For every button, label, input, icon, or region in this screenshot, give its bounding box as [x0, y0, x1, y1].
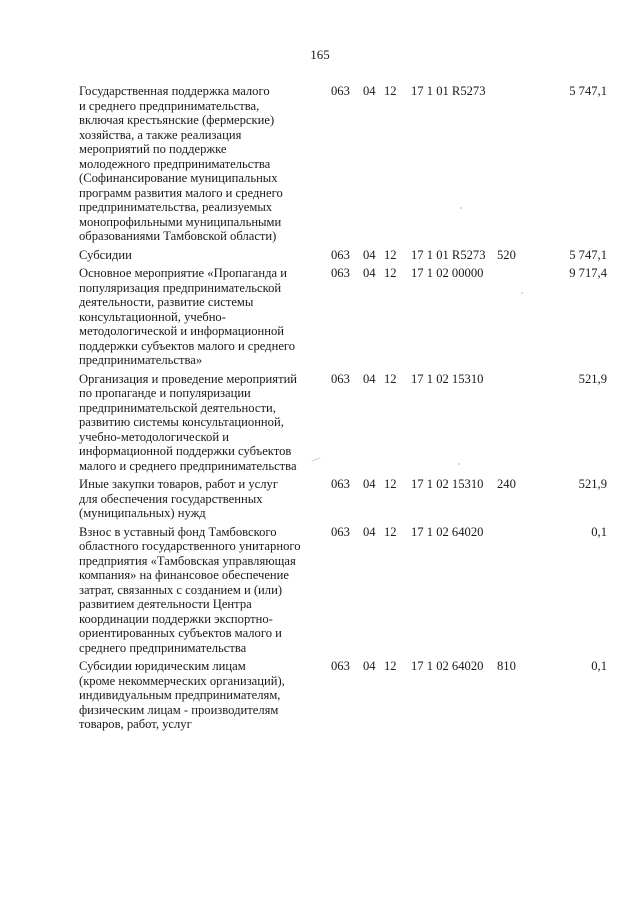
ministry-code: 063	[331, 84, 350, 98]
subsection-code: 12	[384, 84, 397, 98]
name-line: среднего предпринимательства	[79, 640, 247, 655]
target-code: 17 1 02 15310	[411, 477, 484, 491]
subsection-code: 12	[384, 477, 397, 491]
name-line: физическим лицам - производителям	[79, 702, 279, 717]
target-code: 17 1 01 R5273	[411, 247, 486, 262]
ministry-code: 063	[331, 266, 350, 280]
subsection-code: 12	[384, 524, 397, 539]
name-line: ориентированных субъектов малого и	[79, 626, 282, 640]
name-line: методологической и информационной	[79, 324, 285, 338]
section-code: 04	[363, 524, 376, 539]
row-name	[79, 266, 329, 368]
name-line: деятельности, развитие системы	[79, 295, 254, 309]
name-line: программ развития малого и среднего	[79, 185, 283, 200]
amount: 521,9	[578, 477, 607, 491]
row-name	[79, 659, 329, 732]
section-code: 04	[363, 371, 376, 386]
name-line: предпринимательства, реализуемых	[79, 200, 273, 214]
name-line: информационной поддержки субъектов	[79, 444, 292, 458]
ministry-code: 063	[331, 477, 350, 491]
name-line: мероприятий по поддержке	[79, 142, 227, 156]
name-line: (муниципальных) нужд	[79, 506, 206, 520]
name-line: Субсидии юридическим лицам	[79, 659, 246, 673]
table-row	[0, 659, 640, 732]
row-name	[79, 525, 329, 656]
table-row	[0, 248, 640, 263]
amount: 0,1	[591, 659, 607, 673]
name-line: молодежного предпринимательства	[79, 156, 271, 171]
section-code: 04	[363, 266, 376, 280]
target-code: 17 1 02 64020	[411, 659, 484, 673]
name-line: популяризация предпринимательской	[79, 280, 282, 295]
target-code: 17 1 02 15310	[411, 371, 484, 386]
name-line: развитием деятельности Центра	[79, 597, 252, 611]
section-code: 04	[363, 84, 376, 98]
table-row	[0, 266, 640, 368]
name-line: индивидуальным предпринимателям,	[79, 688, 281, 702]
name-line: Государственная поддержка малого	[79, 84, 270, 98]
name-line: развитию системы консультационной,	[79, 415, 284, 429]
subsection-code: 12	[384, 266, 397, 280]
name-line: и среднего предпринимательства,	[79, 98, 260, 113]
section-code: 04	[363, 247, 376, 262]
amount: 521,9	[578, 371, 607, 386]
page-number: 165	[310, 47, 330, 62]
target-code: 17 1 02 64020	[411, 524, 484, 539]
table-row	[0, 477, 640, 521]
name-line: монопрофильными муниципальными	[79, 214, 282, 229]
row-name	[79, 248, 329, 263]
target-code: 17 1 01 R5273	[411, 84, 486, 98]
name-line: учебно-методологической и	[79, 429, 229, 444]
table-row	[0, 84, 640, 244]
row-name	[79, 477, 329, 521]
amount: 0,1	[591, 524, 607, 539]
name-line: компания» на финансовое обеспечение	[79, 568, 289, 582]
scan-mark	[458, 463, 460, 465]
name-line: по пропаганде и популяризации	[79, 386, 251, 400]
amount: 5 747,1	[569, 84, 607, 98]
name-line: Взнос в уставный фонд Тамбовского	[79, 524, 277, 539]
scan-mark	[460, 207, 462, 209]
table-row	[0, 525, 640, 656]
expense-type-code: 520	[497, 247, 516, 262]
name-line: Иные закупки товаров, работ и услуг	[79, 477, 279, 491]
name-line: (Софинансирование муниципальных	[79, 171, 278, 185]
section-code: 04	[363, 659, 376, 673]
name-line: малого и среднего предпринимательства	[79, 458, 297, 473]
ministry-code: 063	[331, 524, 350, 539]
name-line: координации поддержки экспортно-	[79, 611, 273, 626]
name-line: (кроме некоммерческих организаций),	[79, 673, 285, 688]
target-code: 17 1 02 00000	[411, 266, 484, 280]
name-line: включая крестьянские (фермерские)	[79, 113, 275, 127]
name-line: предприятия «Тамбовская управляющая	[79, 553, 296, 568]
section-code: 04	[363, 477, 376, 491]
expense-type-code: 240	[497, 477, 516, 491]
name-line: поддержки субъектов малого и среднего	[79, 338, 296, 353]
name-line: консультационной, учебно-	[79, 309, 226, 324]
name-line: Субсидии	[79, 247, 132, 262]
name-line: Основное мероприятие «Пропаганда и	[79, 266, 287, 280]
name-line: для обеспечения государственных	[79, 491, 263, 506]
name-line: образованиями Тамбовской области)	[79, 229, 277, 243]
name-line: областного государственного унитарного	[79, 539, 301, 553]
scan-mark	[521, 292, 523, 294]
budget-table	[0, 84, 640, 736]
ministry-code: 063	[331, 659, 350, 673]
amount: 9 717,4	[569, 266, 607, 280]
amount: 5 747,1	[569, 247, 607, 262]
name-line: предпринимательства»	[79, 353, 203, 367]
row-name	[79, 372, 329, 474]
name-line: предпринимательской деятельности,	[79, 400, 276, 415]
ministry-code: 063	[331, 247, 350, 262]
expense-type-code: 810	[497, 659, 516, 673]
name-line: затрат, связанных с созданием и (или)	[79, 582, 283, 597]
subsection-code: 12	[384, 659, 397, 673]
row-name	[79, 84, 329, 244]
subsection-code: 12	[384, 371, 397, 386]
ministry-code: 063	[331, 371, 350, 386]
name-line: хозяйства, а также реализация	[79, 127, 242, 142]
name-line: товаров, работ, услуг	[79, 717, 192, 731]
subsection-code: 12	[384, 247, 397, 262]
name-line: Организация и проведение мероприятий	[79, 371, 298, 386]
